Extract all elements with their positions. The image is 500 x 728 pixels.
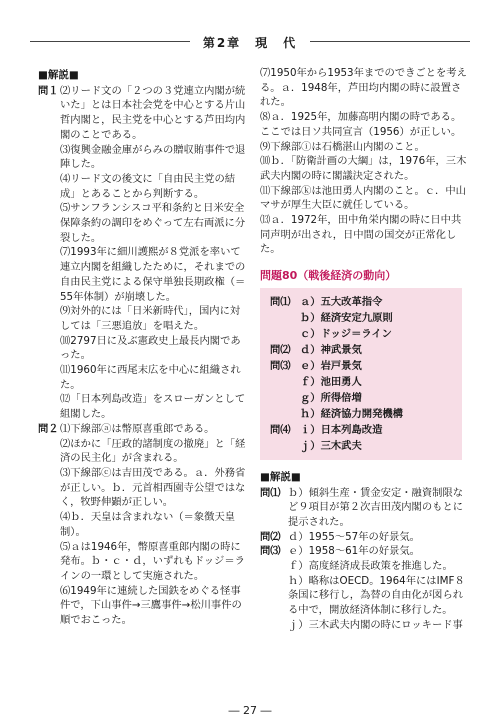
answer-row (270, 390, 454, 406)
explanation-paragraph: ｅ）1958〜61年の好景気。 (288, 545, 420, 558)
answer-text: ｄ）神武景気 (300, 343, 362, 356)
answer-text: ｊ）三木武夫 (300, 439, 362, 452)
answer-text: ｂ）経済安定九原則 (300, 311, 393, 324)
answer-row (270, 310, 454, 326)
left-column (38, 66, 248, 628)
answer-row (270, 326, 454, 342)
problem-80-title: 問題80（戦後経済の動向） (260, 269, 397, 283)
explanation-paragraph: ⑵リード文の「２つの３党連立内閣が続いた」とは日本社会党を中心とする片山哲内閣と，民主党を中心とする芦田均内閣のことである。 (60, 84, 246, 141)
answer-question-label (270, 326, 300, 342)
answer-question-label: 問⑵ (270, 343, 291, 356)
right-column (260, 66, 468, 633)
explanation-paragraph: ⑶復興金融金庫がらみの贈収賄事件で退陣した。 (60, 143, 246, 171)
explanation-paragraph: ⑼下線部ⓘは石橋湛山内閣のこと。 (260, 140, 425, 153)
explanation-paragraph: ⑼対外的には「日米新時代」，国内に対しては「三悪追放」を唱えた。 (60, 305, 241, 332)
answer-row (270, 438, 454, 454)
explanation-paragraph: ⑽ｂ．「防衛計画の大綱」は，1976年，三木武夫内閣の時に閣議決定された。 (260, 155, 467, 182)
answer-question-label: 問⑶ (270, 359, 291, 372)
answer-row (270, 422, 454, 438)
explanation-question-label: 問⑶ (260, 545, 281, 558)
explanation-paragraph: ⑹1949年に連続した国鉄をめぐる怪事件で，下山事件→三鷹事件→松川事件の順でおこった。 (60, 584, 242, 627)
answer-text: ｅ）岩戸景気 (300, 359, 362, 372)
answer-question-label (270, 406, 300, 422)
explanation-paragraph: ⑷リード文の後文に「自由民主党の結成」とあることから判断する。 (60, 172, 236, 200)
answer-question-label: 問⑷ (270, 423, 291, 436)
explanation-paragraph: ⑾下線部ⓚは池田勇人内閣のこと。ｃ．中山マサが厚生大臣に就任している。 (260, 184, 466, 212)
section-heading-explanation: ■解説■ (38, 69, 79, 81)
question-2-label: 問２ (38, 422, 59, 435)
answer-text: ａ）五大改革指令 (300, 295, 383, 308)
answer-question-label (270, 390, 300, 406)
answer-text: ｉ）日本列島改造 (300, 423, 383, 436)
header-rule-right (310, 41, 470, 42)
explanation-paragraph: ⑿「日本列島改造」をスローガンとして組閣した。 (60, 393, 246, 421)
chapter-title: 第2章 現 代 (202, 36, 298, 50)
answer-text: ｃ）ドッジ＝ライン (300, 327, 392, 340)
explanation-paragraph: ｊ）三木武夫内閣の時にロッキード事 (288, 618, 463, 631)
explanation-paragraph: ⑵ほかに「圧政的諸制度の撤廃」と「経済の民主化」が含まれる。 (60, 437, 246, 465)
explanation-item (260, 544, 468, 559)
answer-question-label (270, 374, 300, 390)
answer-row (270, 406, 454, 422)
section-heading-explanation: ■解説■ (260, 470, 301, 483)
answer-question-label: 問⑴ (270, 295, 291, 308)
answer-row (270, 294, 454, 310)
explanation-item (260, 486, 468, 530)
answer-row (270, 358, 454, 374)
explanation-paragraph: ⑺1993年に細川護熙が８党派を率いて連立内閣を組織したために，それまでの自由民主党による保守単独長期政権（＝55年体制）が崩壊した。 (60, 246, 246, 303)
answer-text: ｆ）池田勇人 (300, 375, 362, 388)
explanation-paragraph: ⑷ｂ．天皇は含まれない（＝象徴天皇制）。 (60, 511, 236, 538)
answer-row (270, 374, 454, 390)
page-number: ― 27 ― (228, 704, 272, 717)
explanation-paragraph: ⒀ａ．1972年，田中角栄内閣の時に日中共同声明が出され，日中間の国交が正常化した。 (260, 214, 462, 256)
explanation-question-label: 問⑵ (260, 530, 281, 543)
answer-row (270, 342, 454, 358)
answer-question-label (270, 438, 300, 454)
explanation-paragraph: ⑺1950年から1953年までのできごとを考える。ａ．1948年，芦田均内閣の時に設置された。 (260, 67, 467, 109)
answer-box (260, 288, 462, 460)
explanation-paragraph: ⑻ａ．1925年，加藤高明内閣の時である。ここでは日ソ共同宣言（1956）が正しい。 (260, 111, 462, 138)
explanation-paragraph: ⑶下線部ⓒは吉田茂である。ａ．外務省が正しい。ｂ．元首相西園寺公望ではなく，牧野伸顕が正しい。 (60, 466, 246, 509)
question-2 (38, 422, 248, 437)
answer-text: ｇ）所得倍増 (300, 391, 362, 404)
explanation-paragraph: ｆ）高度経済成長政策を推進した。 (288, 560, 453, 573)
answer-question-label (270, 310, 300, 326)
explanation-paragraph: ｄ）1955〜57年の好景気。 (288, 530, 420, 543)
answer-text: ｈ）経済協力開発機構 (300, 407, 403, 420)
question-1 (38, 84, 248, 143)
explanation-paragraph: ⑸ａは1946年，幣原喜重郎内閣の時に発布。ｂ・ｃ・ｄ，いずれもドッジ＝ラインの一環として実施された。 (60, 540, 245, 582)
chapter-header (30, 34, 470, 50)
explanation-paragraph: ｈ）略称はOECD。1964年にはIMF８条国に移行し，為替の自由化が図られる中で，開放経済体制に移行した。 (288, 574, 465, 617)
explanation-paragraph: ⑴下線部ⓐは幣原喜重郎である。 (60, 422, 215, 435)
explanation-paragraph: ｂ）傾斜生産・賃金安定・融資制限など９項目が第２次吉田茂内閣のもとに提示された。 (288, 486, 464, 528)
explanation-paragraph: ⑾1960年に西尾末広を中心に組織された。 (60, 364, 241, 391)
question-1-label: 問１ (38, 84, 59, 97)
explanation-paragraph: ⑽2797日に及ぶ憲政史上最長内閣であった。 (60, 334, 241, 362)
explanation-item (260, 530, 468, 545)
explanation-question-label: 問⑴ (260, 486, 281, 499)
explanation-paragraph: ⑸サンフランシスコ平和条約と日米安全保障条約の調印をめぐって左右両派に分裂した。 (60, 202, 246, 244)
